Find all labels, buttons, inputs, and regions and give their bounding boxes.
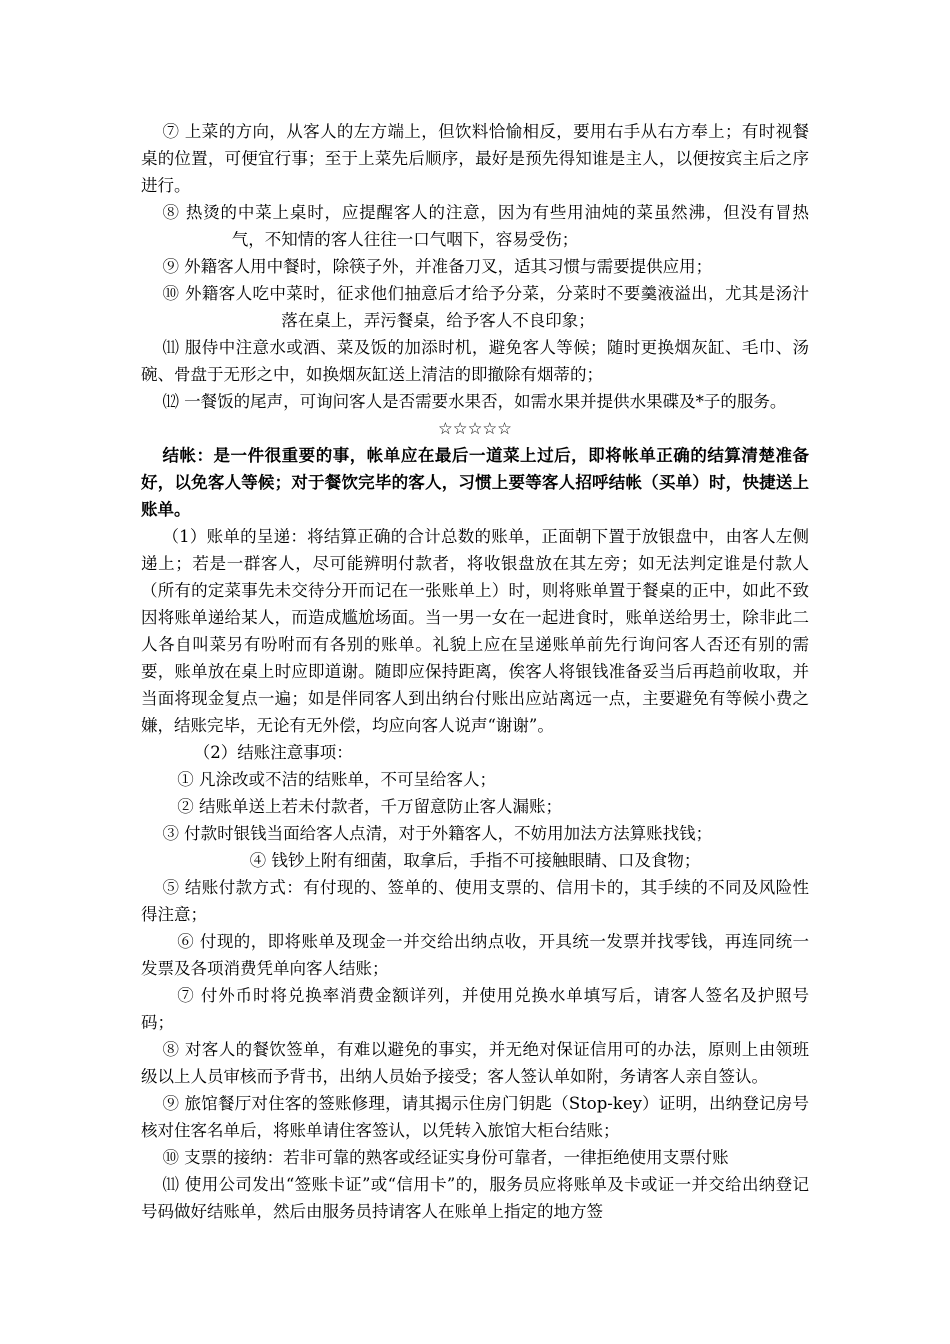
paragraph-note-1: ① 凡涂改或不洁的结账单，不可呈给客人； <box>177 770 497 789</box>
paragraph-note-2: ② 结账单送上若未付款者，千万留意防止客人漏账； <box>177 797 563 816</box>
star-divider: ☆☆☆☆☆ <box>438 419 512 438</box>
paragraph-6: ⑿ 一餐饭的尾声，可询问客人是否需要水果否，如需水果并提供水果碟及*子的服务。 <box>162 392 787 411</box>
paragraph-note-3: ③ 付款时银钱当面给客人点清，对于外籍客人，不妨用加法方法算账找钱； <box>162 824 713 843</box>
paragraph-3: ⑨ 外籍客人用中餐时，除筷子外，并准备刀叉，适其习惯与需要提供应用； <box>162 257 713 276</box>
paragraph-note-7: ⑦ 付外币时将兑换率消费金额详列，并使用兑换水单填写后，请客人签名及护照号码； <box>141 986 809 1032</box>
paragraph-note-9: ⑨ 旅馆餐厅对住客的签账修理，请其揭示住房门钥匙（Stop-key）证明，出纳登记房号核对住客名单后，将账单请住客签认，以凭转入旅馆大柜台结账； <box>141 1094 809 1140</box>
paragraph-checkout-notes-title: （2）结账注意事项： <box>193 743 353 762</box>
checkout-heading: 结帐：是一件很重要的事，帐单应在最后一道菜上过后，即将帐单正确的结算清楚准备好，以免客人等候；对于餐饮完毕的客人，习惯上要等客人招呼结帐（买单）时，快捷送上账单。 <box>141 446 809 519</box>
paragraph-note-10: ⑩ 支票的接纳：若非可靠的熟客或经证实身份可靠者，一律拒绝使用支票付账 <box>162 1148 729 1167</box>
paragraph-note-6: ⑥ 付现的，即将账单及现金一并交给出纳点收，开具统一发票并找零钱，再连同统一发票及各项消费凭单向客人结账； <box>141 932 809 978</box>
paragraph-note-8: ⑧ 对客人的餐饮签单，有难以避免的事实，并无绝对保证信用可的办法，原则上由领班级以上人员审核而予背书，出纳人员始予接受；客人签认单如附，务请客人亲自签认。 <box>141 1040 809 1086</box>
paragraph-4: ⑩ 外籍客人吃中菜时，征求他们抽意后才给予分菜，分菜时不要羹液溢出，尤其是汤汁落在桌上，弄污餐桌，给予客人不良印象； <box>162 284 809 330</box>
paragraph-5: ⑾ 服侍中注意水或酒、菜及饭的加添时机，避免客人等候；随时更换烟灰缸、毛巾、汤碗、骨盘于无形之中，如换烟灰缸送上清洁的即撤除有烟蒂的； <box>141 338 809 384</box>
paragraph-note-4: ④ 钱钞上附有细菌，取拿后，手指不可接触眼睛、口及食物； <box>249 851 701 870</box>
paragraph-1: ⑦ 上菜的方向，从客人的左方端上，但饮料恰愉相反，要用右手从右方奉上；有时视餐桌的位置，可便宜行事；至于上菜先后顺序，最好是预先得知谁是主人，以便按宾主后之序进行。 <box>141 122 809 195</box>
document-page <box>141 118 809 1225</box>
paragraph-note-11: ⑾ 使用公司发出“签账卡证”或“信用卡”的，服务员应将账单及卡或证一并交给出纳登记号码做好结账单，然后由服务员持请客人在账单上指定的地方签 <box>141 1175 809 1221</box>
paragraph-note-5: ⑤ 结账付款方式：有付现的、签单的、使用支票的、信用卡的，其手续的不同及风险性得注意； <box>141 878 809 924</box>
paragraph-2: ⑧ 热烫的中菜上桌时，应提醒客人的注意，因为有些用油炖的菜虽然沸，但没有冒热气，不知情的客人往往一口气咽下，容易受伤； <box>162 203 809 249</box>
paragraph-bill-presentation: （1）账单的呈递：将结算正确的合计总数的账单，正面朝下置于放银盘中，由客人左侧递上；若是一群客人，尽可能辨明付款者，将收银盘放在其左旁；如无法判定谁是付款人（所有的定菜事先未交待分开而记在一张账单上）时，则将账单置于餐桌的正中，如此不致因将账单递给某人，而造成尴尬场面。当一男一女在一起进食时，账单送给男士，除非此二人各自叫菜另有吩咐而有各别的账单。礼貌上应在呈递账单前先行询问客人否还有别的需要，账单放在桌上时应即道谢。随即应保持距离，俟客人将银钱准备妥当后再趋前收取，并当面将现金复点一遍；如是伴同客人到出纳台付账出应站离远一点，主要避免有等候小费之嫌，结账完毕，无论有无外偿，均应向客人说声“谢谢”。 <box>141 527 809 735</box>
